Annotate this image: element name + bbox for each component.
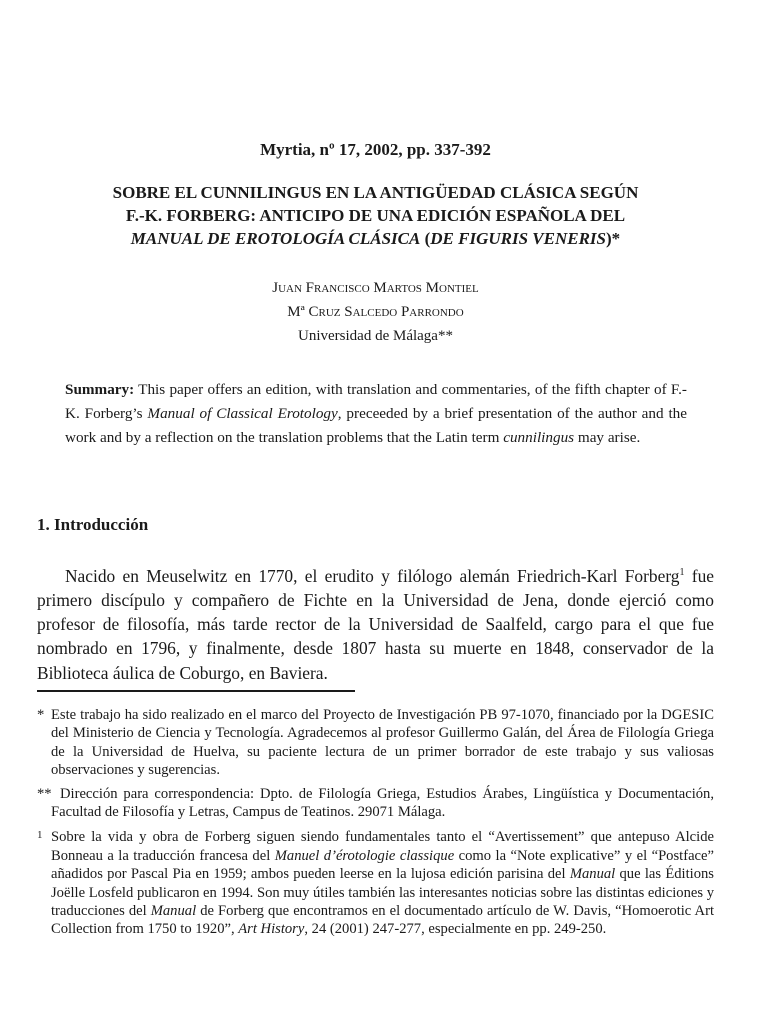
summary-italic-2: cunnilingus <box>503 429 575 447</box>
body-text <box>37 561 714 685</box>
footnote-italic: Manuel d’érotologie classique <box>274 847 455 864</box>
title-paren-close: )* <box>606 229 621 248</box>
summary-label: Summary: <box>65 381 135 398</box>
summary-text-2: , preceeded by a brief presentation of the author and the work and by a reflection on the translation problems that the Latin term <box>65 405 687 447</box>
title-italic-figuris: DE FIGURIS VENERIS <box>430 229 607 248</box>
footnote-text: Sobre la vida y obra de Forberg siguen siendo fundamentales tanto el “Avertissement” que antepuso Alcide Bonneau a la traducción francesa del <box>51 829 714 864</box>
title-italic-manual: MANUAL DE EROTOLOGÍA CLÁSICA <box>130 229 421 248</box>
footnote-mark: ** <box>37 785 52 802</box>
footnote-text: que las Éditions Joëlle Losfeld publicaron en 1994. Son muy útiles también las interesantes noticias sobre las distintas ediciones y traducciones del <box>51 866 714 920</box>
section-heading: 1. Introducción <box>37 515 149 534</box>
footnote-1 <box>37 826 714 938</box>
author-1: Juan Francisco Martos Montiel <box>272 280 479 296</box>
journal-reference: Myrtia, nº 17, 2002, pp. 337-392 <box>260 140 491 159</box>
title-line-3 <box>37 227 714 250</box>
summary-text-1: This paper offers an edition, with translation and commentaries, of the fifth chapter of F.-K. Forberg’s <box>65 381 687 423</box>
paper-page <box>37 0 714 1024</box>
summary-italic-1: Manual of Classical Erotology <box>147 405 338 423</box>
paragraph-part-b: fue primero discípulo y compañero de Fichte en la Universidad de Jena, donde ejerció como profesor de filosofía, más tarde rector de la Universidad de Saalfeld, cargo para el que fue nombrado en 1796, y finalmente, desde 1807 hasta su muerte en 1848, conservador de la Biblioteca áulica de Coburgo, en Baviera. <box>37 565 714 683</box>
author-block <box>37 276 714 348</box>
summary-text-3: may arise. <box>574 429 641 447</box>
footnote-text: , 24 (2001) 247-277, especialmente en pp. 249-250. <box>304 921 607 938</box>
title-paren-open: ( <box>420 229 431 248</box>
footnote-italic: Manual <box>569 866 616 883</box>
abstract <box>65 378 687 451</box>
title-line-1: SOBRE EL CUNNILINGUS EN LA ANTIGÜEDAD CLÁSICA SEGÚN <box>112 183 639 202</box>
footnotes <box>37 706 714 944</box>
footnote-text: como la “Note explicative” y el “Postface” añadidos por Pascal Pia en 1959; ambos pueden leerse en la lujosa edición parisina del <box>51 847 714 883</box>
footnote-ref-1[interactable]: 1 <box>679 567 685 578</box>
footnote-text: Dirección para correspondencia: Dpto. de Filología Griega, Estudios Árabes, Lingüística y Documentación, Facultad de Filosofía y Letras, Campus de Teatinos. 29071 Málaga. <box>51 785 714 821</box>
footnote-mark: * <box>37 707 45 723</box>
author-2: Mª Cruz Salcedo Parrondo <box>287 304 464 320</box>
article-title <box>37 181 714 250</box>
footnote-italic: Manual <box>150 903 197 920</box>
footnote-star <box>37 706 714 780</box>
paragraph-part-a: Nacido en Meuselwitz en 1770, el erudito y filólogo alemán Friedrich-Karl Forberg <box>65 565 680 586</box>
footnote-text: Este trabajo ha sido realizado en el marco del Proyecto de Investigación PB 97-1070, financiado por la DGESIC del Ministerio de Ciencia y Tecnología. Agradecemos al profesor Guillermo Galán, del Área de Filología Griega de la Universidad de Huelva, su paciente lectura de un primer borrador de este trabajo y sus valiosas observaciones y sugerencias. <box>51 707 714 779</box>
title-line-2: F.-K. FORBERG: ANTICIPO DE UNA EDICIÓN ESPAÑOLA DEL <box>125 206 626 225</box>
footnote-italic: Art History <box>238 921 305 938</box>
footnote-mark: 1 <box>37 829 43 842</box>
footnote-double-star <box>37 785 714 822</box>
affiliation: Universidad de Málaga** <box>298 328 453 344</box>
paragraph <box>37 561 714 685</box>
footnote-divider <box>37 690 355 692</box>
footnote-text: de Forberg que encontramos en el documentado artículo de W. Davis, “Homoerotic Art Collection from 1750 to 1920”, <box>51 903 714 938</box>
